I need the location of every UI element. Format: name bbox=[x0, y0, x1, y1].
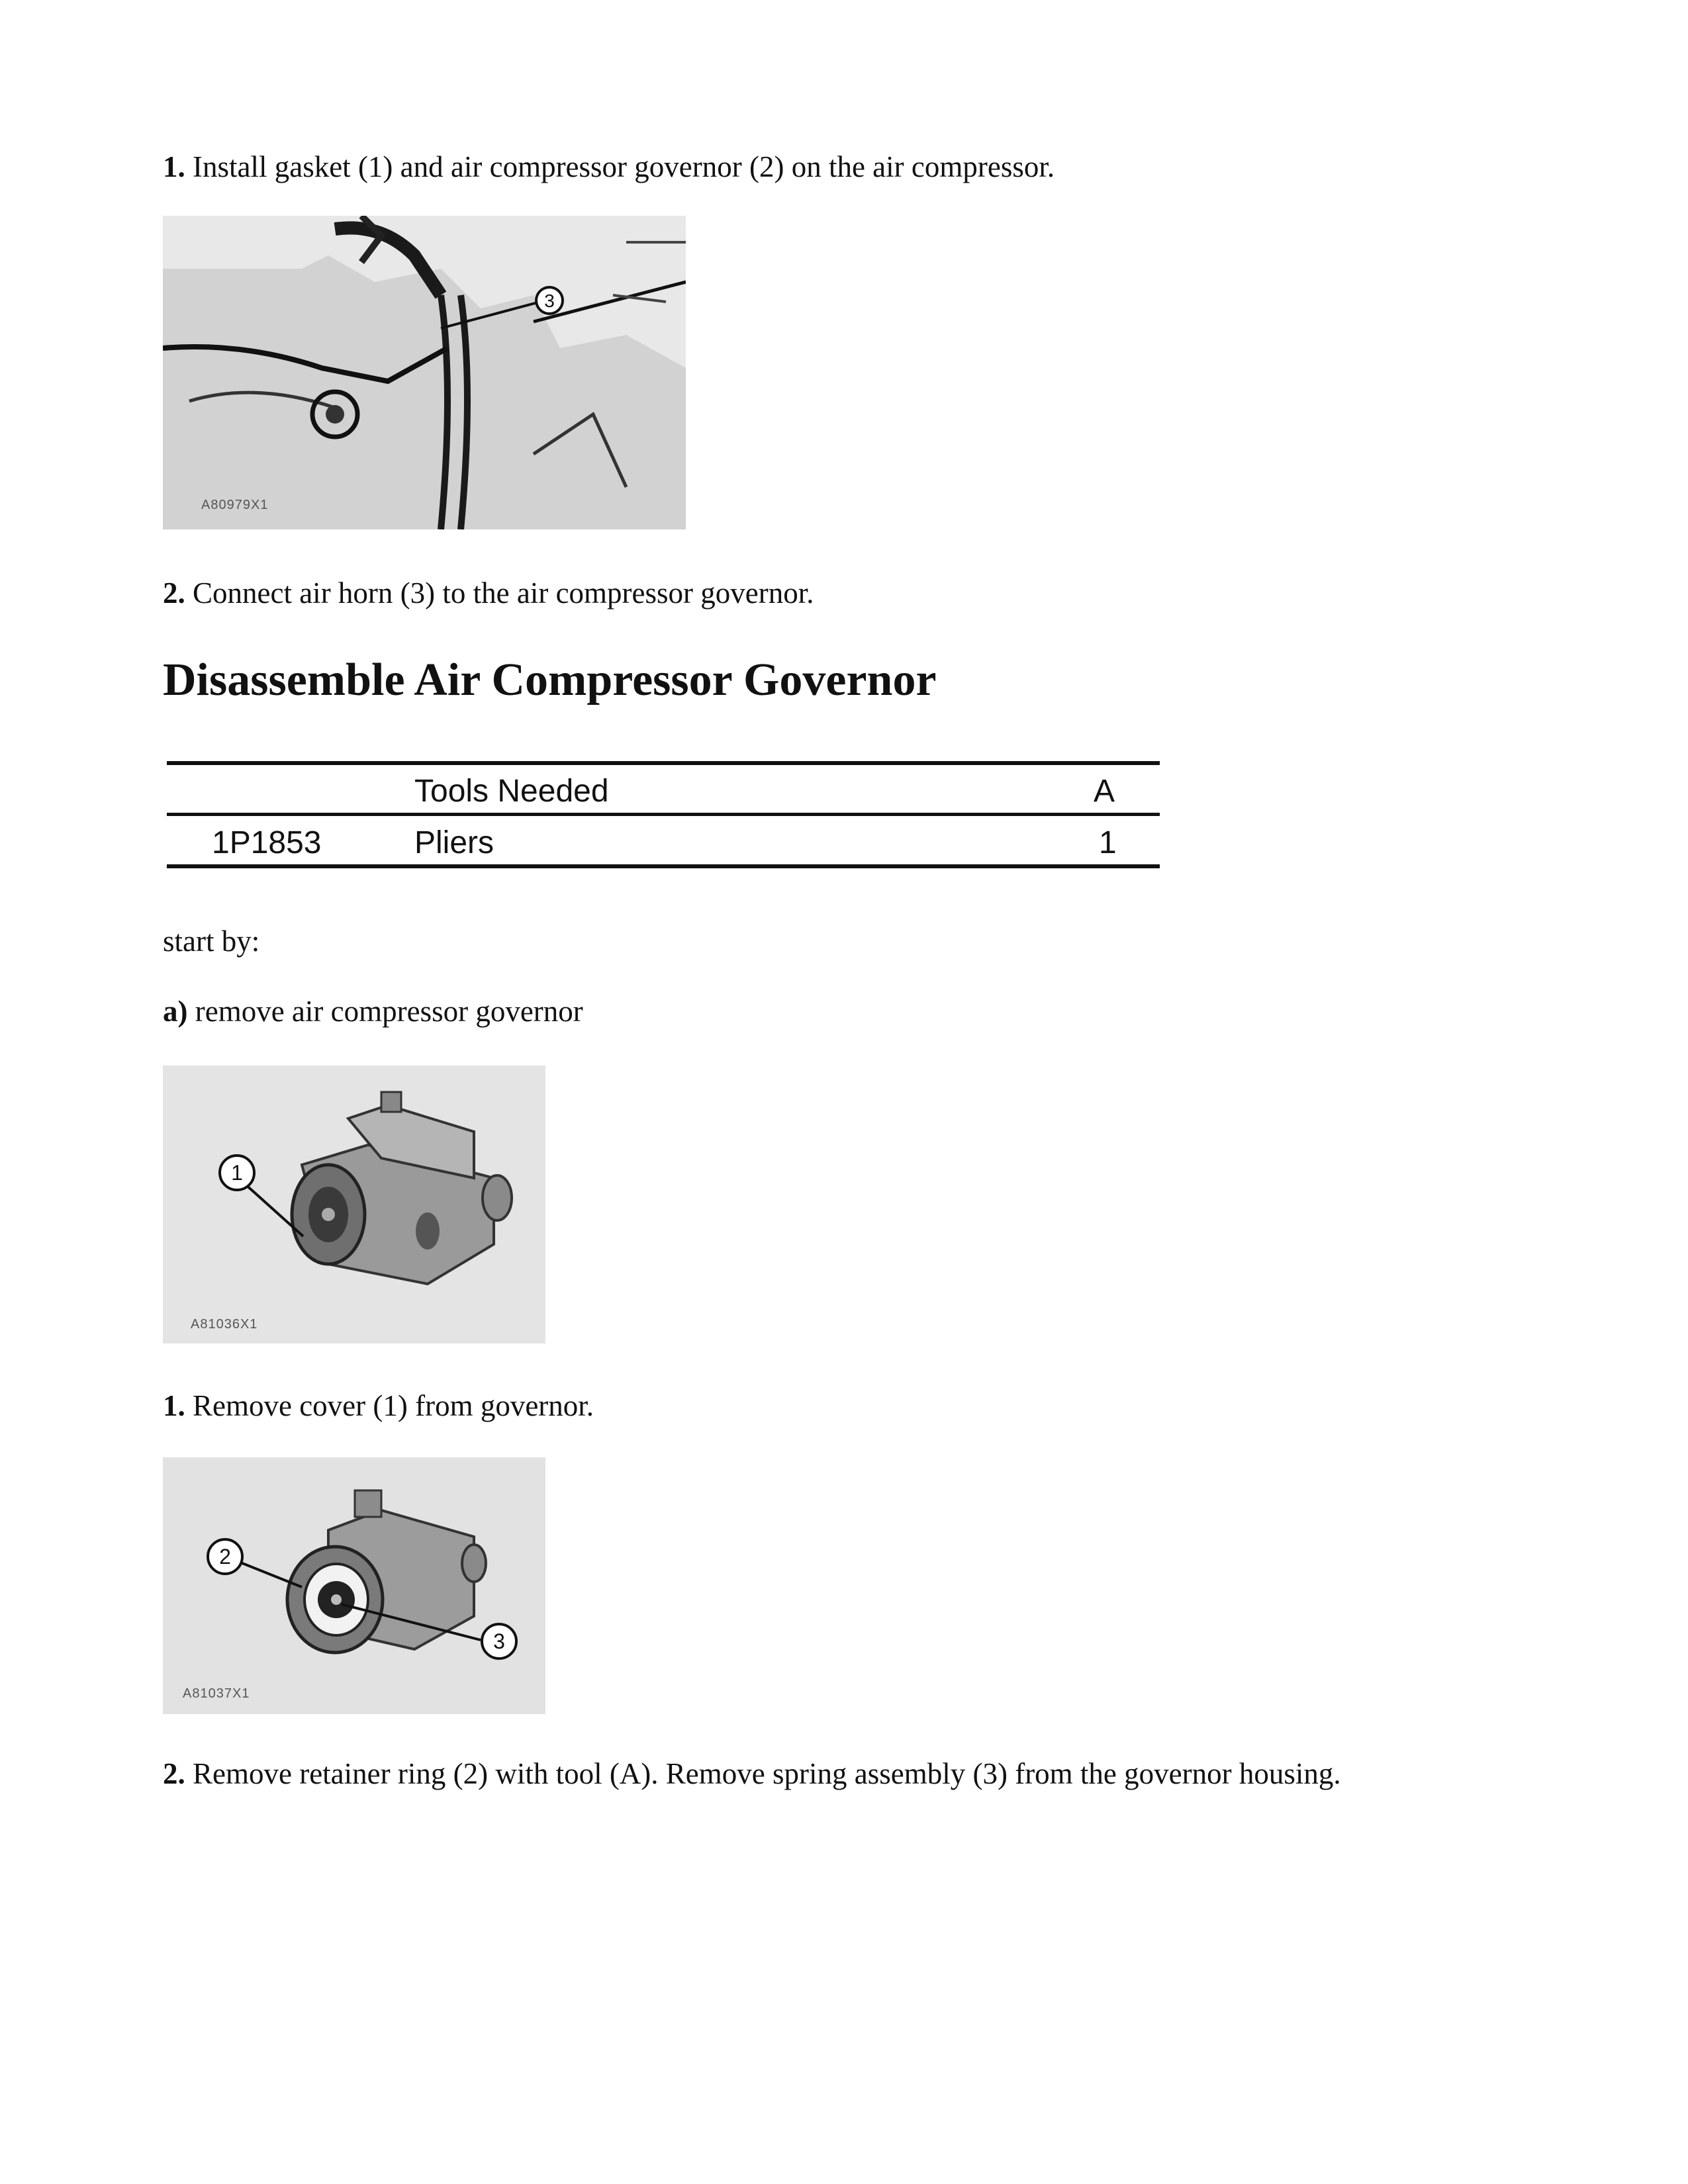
callout-3-label: 3 bbox=[493, 1629, 505, 1653]
figure-code: A81036X1 bbox=[191, 1317, 258, 1332]
disassemble-step-2 bbox=[163, 1755, 1341, 1792]
tool-name: Pliers bbox=[414, 825, 494, 860]
step-text: Remove retainer ring (2) with tool (A). Remove spring assembly (3) from the governor housing. bbox=[185, 1757, 1341, 1790]
tools-header-column-a: A bbox=[1094, 774, 1115, 809]
step-text: Remove cover (1) from governor. bbox=[185, 1389, 594, 1422]
step-number: 2. bbox=[163, 576, 185, 610]
figure-code: A81037X1 bbox=[183, 1686, 250, 1701]
retainer-ring-illustration bbox=[163, 1457, 545, 1714]
governor-cover-illustration bbox=[163, 1066, 545, 1343]
tools-header-title: Tools Needed bbox=[414, 774, 609, 809]
prerequisite-text: remove air compressor governor bbox=[187, 995, 583, 1028]
callout-3-label: 3 bbox=[544, 291, 555, 311]
tools-needed-table bbox=[167, 761, 1160, 874]
table-top-rule bbox=[167, 761, 1160, 765]
install-step-2 bbox=[163, 574, 814, 612]
step-number: 1. bbox=[163, 1389, 185, 1422]
step-text: Install gasket (1) and air compressor governor (2) on the air compressor. bbox=[185, 150, 1055, 183]
figure-retainer-ring bbox=[163, 1457, 545, 1714]
table-middle-rule bbox=[167, 813, 1160, 816]
table-bottom-rule bbox=[167, 864, 1160, 868]
governor-installed-illustration bbox=[163, 216, 686, 529]
install-step-1 bbox=[163, 148, 1055, 185]
tool-part-number: 1P1853 bbox=[212, 825, 322, 860]
figure-governor-installed bbox=[163, 216, 686, 529]
step-number: 1. bbox=[163, 150, 185, 183]
prerequisite-label: a) bbox=[163, 995, 188, 1028]
prerequisite-item bbox=[163, 993, 583, 1030]
callout-2-label: 2 bbox=[219, 1545, 231, 1569]
start-by-label: start by: bbox=[163, 925, 260, 958]
callout-1-label: 1 bbox=[231, 1161, 243, 1185]
disassemble-step-1 bbox=[163, 1387, 594, 1424]
section-heading: Disassemble Air Compressor Governor bbox=[163, 655, 937, 705]
figure-governor-cover bbox=[163, 1066, 545, 1343]
step-text: Connect air horn (3) to the air compressor governor. bbox=[185, 576, 814, 610]
tool-quantity: 1 bbox=[1099, 825, 1117, 860]
figure-code: A80979X1 bbox=[201, 498, 269, 512]
step-number: 2. bbox=[163, 1757, 185, 1790]
